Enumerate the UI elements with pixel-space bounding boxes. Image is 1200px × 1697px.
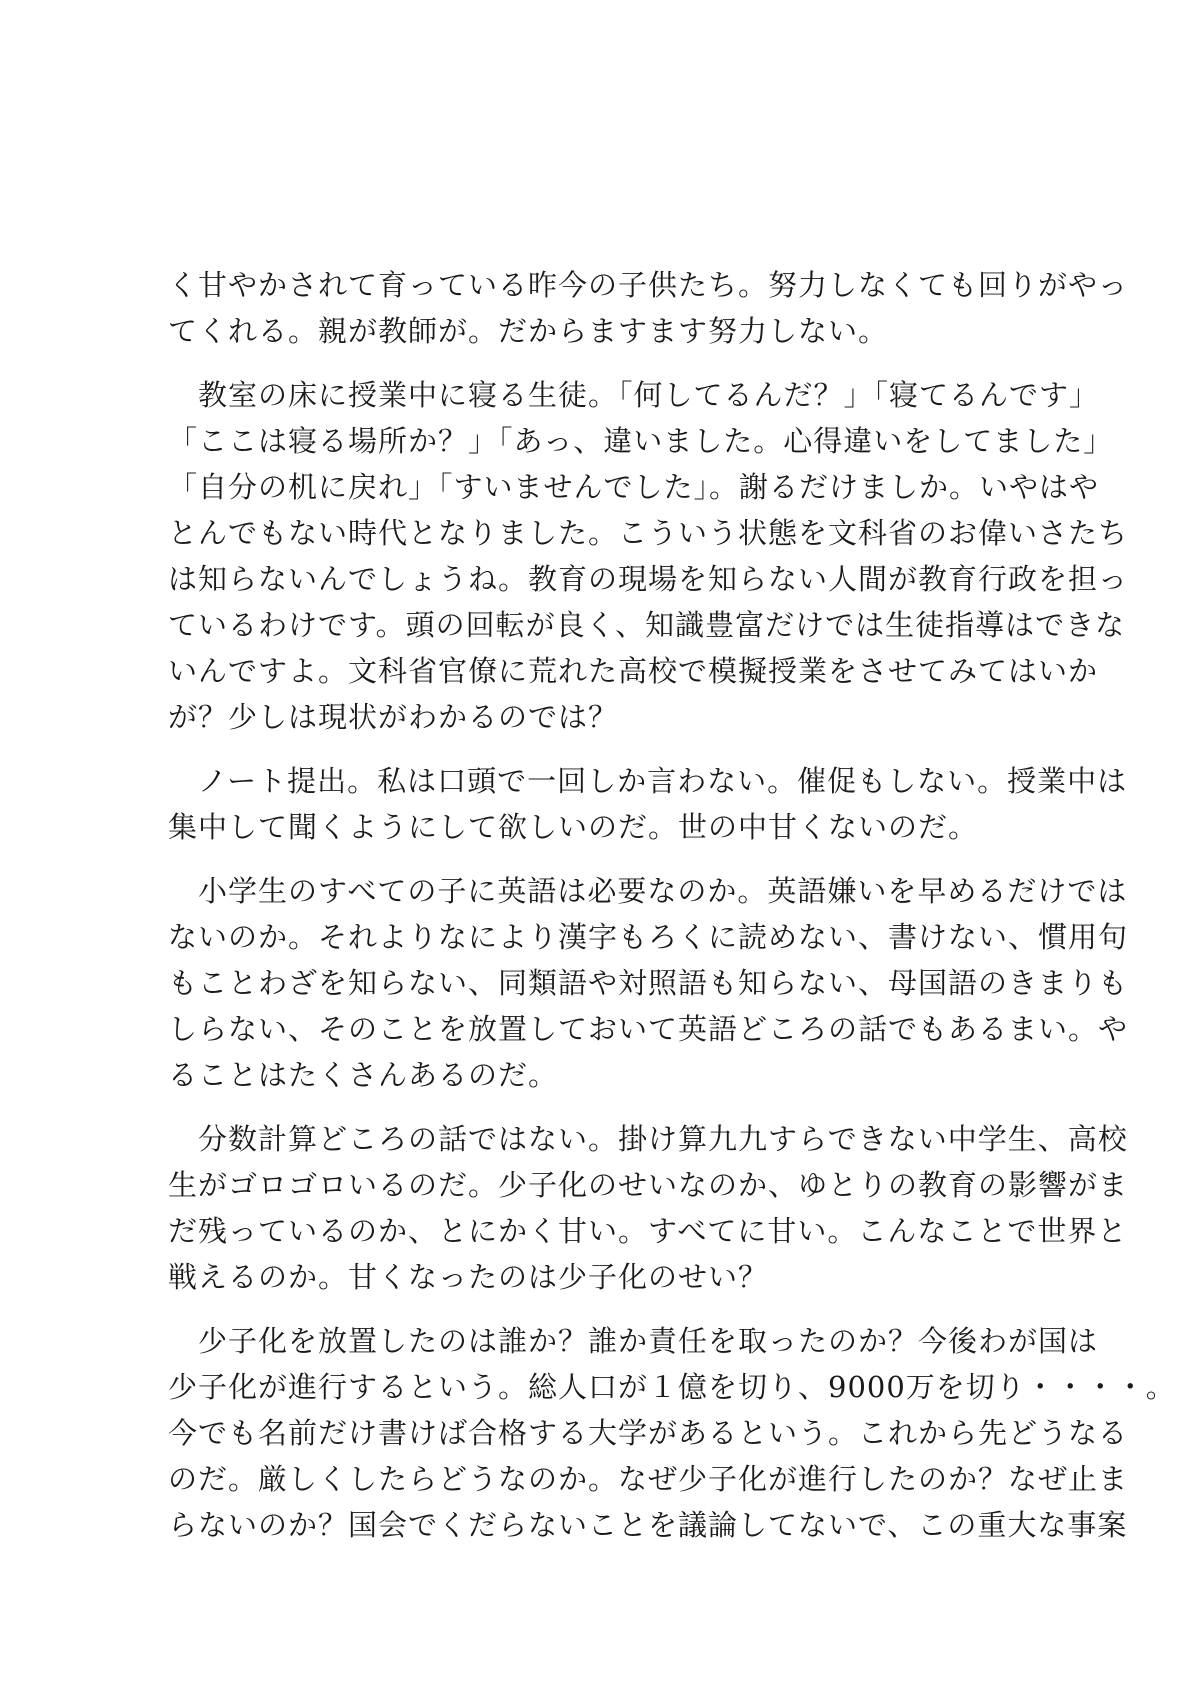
text-line: 分数計算どころの話ではない。掛け算九九すらできない中学生、高校 (168, 1122, 1128, 1156)
text-line: らないのか？国会でくだらないことを議論してないで、この重大な事案 (168, 1508, 1128, 1542)
text-line: 小学生のすべての子に英語は必要なのか。英語嫌いを早めるだけでは (168, 874, 1128, 908)
text-line: 「自分の机に戻れ」「すいませんでした」。謝るだけましか。いやはや (168, 470, 1100, 504)
body-text (168, 262, 1176, 1566)
text-line: ているわけです。頭の回転が良く、知識豊富だけでは生徒指導はできな (168, 608, 1126, 642)
paragraph-3 (168, 758, 1128, 850)
text-line: が？少しは現状がわかるのでは？ (168, 700, 619, 734)
text-line: く甘やかされて育っている昨今の子供たち。努力しなくても回りがやっ (168, 268, 1129, 302)
text-line: 今でも名前だけ書けば合格する大学があるという。これから先どうなる (168, 1416, 1129, 1450)
text-line: ることはたくさんあるのだ。 (168, 1058, 559, 1092)
text-line: 生がゴロゴロいるのだ。少子化のせいなのか、ゆとりの教育の影響がま (168, 1168, 1129, 1202)
paragraph-1 (168, 262, 1129, 354)
text-line: いんですよ。文科省官僚に荒れた高校で模擬授業をさせてみてはいか (168, 654, 1099, 688)
text-line: 戦えるのか。甘くなったのは少子化のせい？ (168, 1260, 769, 1294)
text-line: しらない、そのことを放置しておいて英語どころの話でもあるまい。や (168, 1012, 1129, 1046)
text-line: 集中して聞くようにして欲しいのだ。世の中甘くないのだ。 (168, 810, 979, 844)
paragraph-4 (168, 868, 1129, 1098)
text-line: 「ここは寝る場所か？」「あっ、違いました。心得違いをしてました」 (168, 424, 1114, 458)
text-line: 少子化が進行するという。総人口が１億を切り、9000万を切り・・・・。 (168, 1370, 1176, 1404)
text-line: は知らないんでしょうね。教育の現場を知らない人間が教育行政を担っ (168, 562, 1129, 596)
text-line: ないのか。それよりなにより漢字もろくに読めない、書けない、慣用句 (168, 920, 1129, 954)
paragraph-5 (168, 1116, 1129, 1300)
text-line: 教室の床に授業中に寝る生徒。「何してるんだ？」「寝てるんです」 (168, 378, 1100, 412)
text-line: てくれる。親が教師が。だからますます努力しない。 (168, 314, 889, 348)
text-line: ノート提出。私は口頭で一回しか言わない。催促もしない。授業中は (168, 764, 1128, 798)
text-line: のだ。厳しくしたらどうなのか。なぜ少子化が進行したのか？なぜ止ま (168, 1462, 1129, 1496)
text-line: 少子化を放置したのは誰か？誰か責任を取ったのか？今後わが国は (168, 1324, 1099, 1358)
paragraph-2 (168, 372, 1129, 740)
text-line: もことわざを知らない、同類語や対照語も知らない、母国語のきまりも (168, 966, 1129, 1000)
paragraph-6 (168, 1318, 1176, 1548)
text-line: とんでもない時代となりました。こういう状態を文科省のお偉いさたち (168, 516, 1129, 550)
text-line: だ残っているのか、とにかく甘い。すべてに甘い。こんなことで世界と (168, 1214, 1128, 1248)
